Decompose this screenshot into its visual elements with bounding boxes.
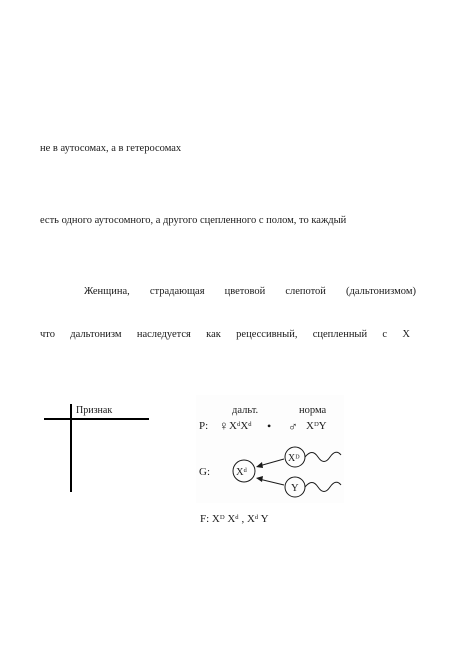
word: дальтонизм	[70, 329, 122, 340]
male-genotype: XᴰY	[306, 420, 327, 432]
word: страдающая	[149, 286, 205, 297]
text-line-1: не в аутосомах, а в гетеросомах	[40, 143, 182, 154]
word: что	[40, 329, 55, 340]
word: слепотой	[285, 286, 326, 297]
text-line-2: есть одного аутосомного, а другого сцепленного с полом, то каждый	[40, 215, 347, 226]
text-line-4	[40, 329, 410, 340]
word: цветовой	[224, 286, 266, 297]
cross-diagram-svg	[196, 395, 344, 503]
word: (дальтонизмом)	[346, 286, 416, 297]
word: Женщина,	[84, 286, 130, 297]
word: Х	[402, 329, 410, 340]
word: рецессивный,	[236, 329, 298, 340]
female-symbol: ♀	[219, 418, 229, 433]
word: наследуется	[136, 329, 191, 340]
table-header-trait: Признак	[76, 405, 113, 416]
male-x-gamete-label: Xᴰ	[288, 453, 300, 464]
male-y-gamete-label: Y	[291, 483, 299, 494]
word: сцепленный	[312, 329, 368, 340]
gametes-label: G:	[199, 466, 210, 478]
parents-label: P:	[199, 420, 209, 432]
cross-dot: •	[267, 419, 272, 433]
table-horizontal-rule	[44, 418, 149, 420]
word: с	[382, 329, 388, 340]
cross-diagram	[196, 395, 344, 503]
female-genotype: XᵈXᵈ	[229, 420, 252, 432]
male-symbol: ♂	[288, 419, 298, 434]
offspring-line: F: Xᴰ Xᵈ , Xᵈ Y	[200, 513, 269, 525]
word: как	[206, 329, 221, 340]
female-gamete-label: Xᵈ	[236, 467, 247, 478]
label-color-blind: дальт.	[232, 405, 259, 416]
text-line-3	[40, 286, 416, 297]
label-normal: норма	[299, 405, 327, 416]
